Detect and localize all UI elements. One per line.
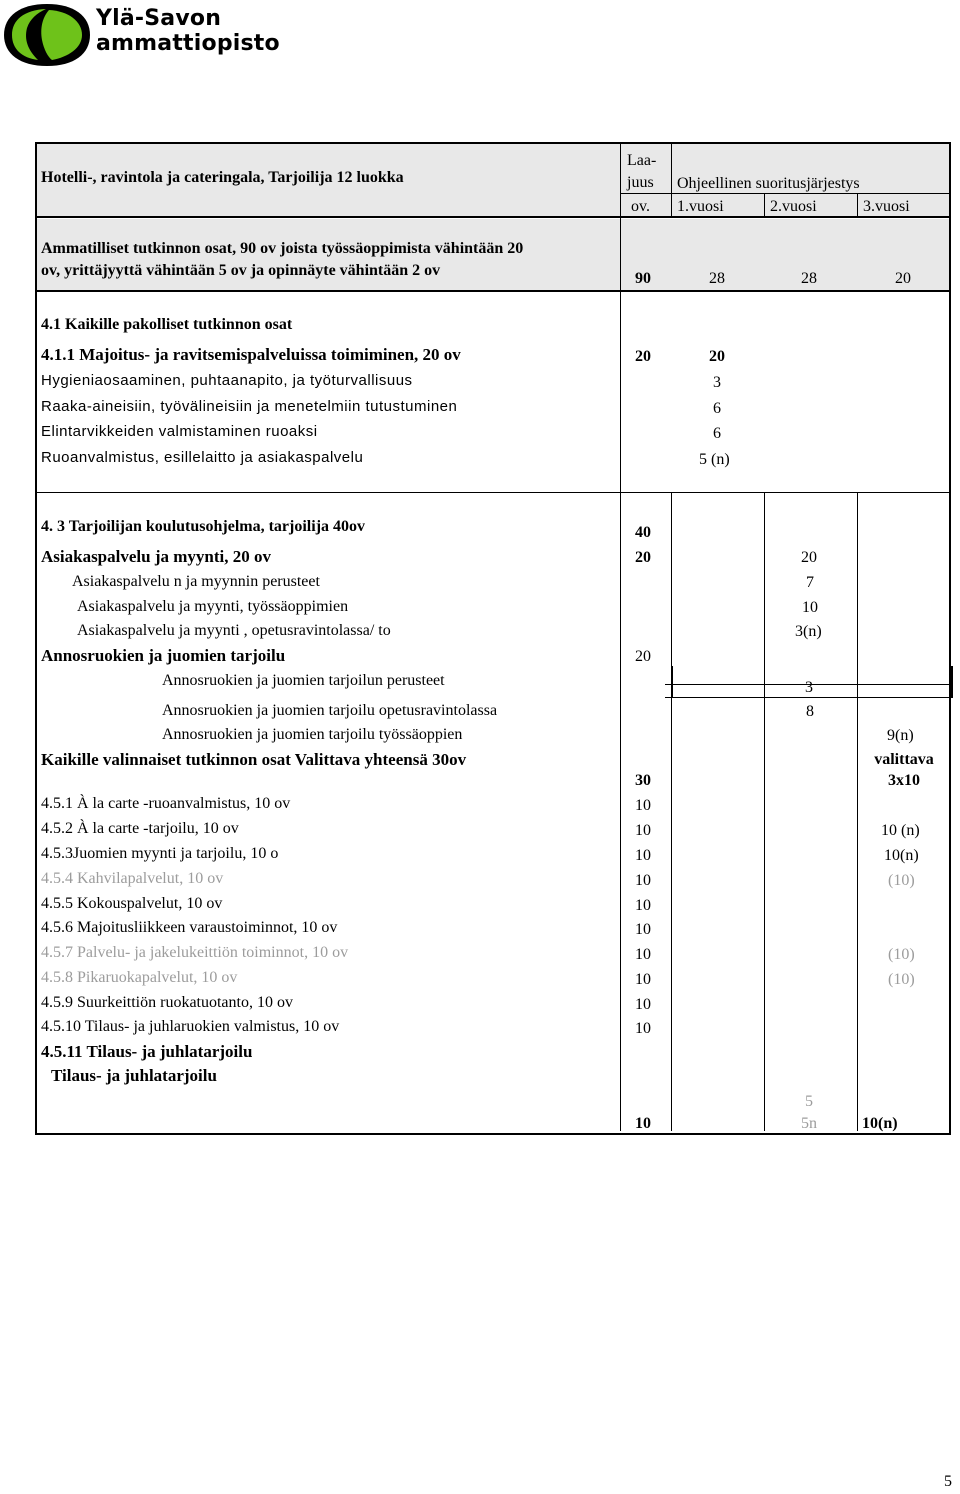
elective-label: 4.5.5 Kokouspalvelut, 10 ov — [41, 895, 223, 912]
sec411-bottom-rule — [35, 492, 951, 493]
annos-item-label: Annosruokien ja juomien tarjoilu opetusravintolassa — [162, 702, 498, 719]
elective-y3: 10(n) — [884, 847, 919, 864]
annos-ov: 20 — [635, 648, 651, 665]
elective-ov: 10 — [635, 872, 651, 889]
section1-y1: 28 — [709, 270, 725, 287]
section1-title-1: Ammatilliset tutkinnon osat, 90 ov joista työssäoppimista vähintään 20 — [41, 240, 524, 257]
elective-last-y3: 10(n) — [862, 1115, 898, 1132]
col-rule-ov — [620, 144, 621, 1131]
table-title: Hotelli-, ravintola ja cateringala, Tarjoilija 12 luokka — [41, 169, 404, 186]
col-rule-y3 — [857, 492, 858, 1131]
sec411-item-label: Elintarvikkeiden valmistaminen ruoaksi — [41, 423, 318, 440]
asiakas-item-y2: 7 — [806, 574, 814, 591]
elective-y3: (10) — [888, 971, 915, 988]
col-rule-y1-header — [671, 144, 672, 217]
sec411-item-label: Ruoanvalmistus, esillelaitto ja asiakaspalvelu — [41, 449, 364, 466]
sec411-y1: 20 — [709, 348, 725, 365]
elective-last-title-2: Tilaus- ja juhlatarjoilu — [51, 1066, 217, 1085]
annos-item-label: Annosruokien ja juomien tarjoilun perusteet — [162, 672, 445, 689]
valinnaiset-title: Kaikille valinnaiset tutkinnon osat Valittava yhteensä 30ov — [41, 750, 467, 769]
elective-ov: 10 — [635, 797, 651, 814]
sec411-ov: 20 — [635, 348, 651, 365]
asiakas-item-label: Asiakaspalvelu n ja myynnin perusteet — [72, 573, 320, 590]
ylasavon-leaf-logo-icon — [2, 2, 92, 68]
elective-ov: 10 — [635, 946, 651, 963]
sec411-item-y1: 6 — [713, 400, 721, 417]
valinnaiset-ov: 30 — [635, 772, 651, 789]
elective-ov: 10 — [635, 897, 651, 914]
valinnaiset-y3-1: valittava — [874, 751, 934, 768]
section1-title-2: ov, yrittäjyyttä vähintään 5 ov ja opinnäyte vähintään 2 ov — [41, 262, 441, 279]
elective-last-y2-2: 5n — [801, 1115, 817, 1132]
sec43-ov: 40 — [635, 524, 651, 541]
col-rule-y2-header — [764, 194, 765, 217]
asiakas-item-y2: 10 — [802, 599, 818, 616]
elective-label: 4.5.3Juomien myynti ja tarjoilu, 10 o — [41, 845, 279, 862]
elective-ov: 10 — [635, 971, 651, 988]
asiakas-y2: 20 — [801, 549, 817, 566]
annos-item-y2: 3 — [805, 679, 813, 696]
elective-ov: 10 — [635, 822, 651, 839]
elective-label: 4.5.4 Kahvilapalvelut, 10 ov — [41, 870, 224, 887]
unit-label: ov. — [631, 198, 650, 215]
col-rule-y1 — [671, 492, 672, 1131]
laajuus-label-1: Laa- — [627, 152, 657, 169]
annos-box-right — [951, 666, 953, 698]
col-rule-y2 — [764, 492, 765, 1131]
asiakas-item-label: Asiakaspalvelu ja myynti , opetusravintolassa/ to — [77, 622, 391, 639]
year1-label: 1.vuosi — [677, 198, 724, 215]
year2-label: 2.vuosi — [770, 198, 817, 215]
annos-rule-bottom — [665, 697, 949, 698]
elective-last-title-1: 4.5.11 Tilaus- ja juhlatarjoilu — [41, 1042, 253, 1061]
sec43-title: 4. 3 Tarjoilijan koulutusohjelma, tarjoilija 40ov — [41, 518, 366, 535]
order-label: Ohjeellinen suoritusjärjestys — [677, 175, 860, 192]
elective-label: 4.5.1 À la carte -ruoanvalmistus, 10 ov — [41, 795, 291, 812]
sec411-item-y1: 5 (n) — [699, 451, 730, 468]
asiakas-ov: 20 — [635, 549, 651, 566]
asiakas-item-y2: 3(n) — [795, 623, 822, 640]
elective-last-y2-1: 5 — [805, 1093, 813, 1110]
sec411-item-y1: 3 — [713, 374, 721, 391]
elective-label: 4.5.2 À la carte -tarjoilu, 10 ov — [41, 820, 239, 837]
elective-y3: 10 (n) — [881, 822, 920, 839]
elective-last-ov: 10 — [635, 1115, 651, 1132]
sec411-title: 4.1.1 Majoitus- ja ravitsemispalveluissa toimiminen, 20 ov — [41, 345, 461, 364]
asiakas-title: Asiakaspalvelu ja myynti, 20 ov — [41, 547, 271, 566]
annos-item-y2: 8 — [806, 703, 814, 720]
elective-label: 4.5.9 Suurkeittiön ruokatuotanto, 10 ov — [41, 994, 293, 1011]
elective-label: 4.5.6 Majoitusliikkeen varaustoiminnot, 10 ov — [41, 919, 338, 936]
sec41-title: 4.1 Kaikille pakolliset tutkinnon osat — [41, 316, 293, 333]
section1-y3: 20 — [895, 270, 911, 287]
annos-item-y3: 9(n) — [887, 727, 914, 744]
elective-ov: 10 — [635, 921, 651, 938]
logo-line-1: Ylä-Savon — [96, 6, 222, 31]
elective-y3: (10) — [888, 946, 915, 963]
section1-ov: 90 — [635, 270, 651, 287]
school-logo-text — [96, 6, 280, 56]
laajuus-label-2: juus — [627, 174, 654, 191]
elective-label: 4.5.7 Palvelu- ja jakelukeittiön toiminnot, 10 ov — [41, 944, 349, 961]
asiakas-item-label: Asiakaspalvelu ja myynti, työssäoppimien — [77, 598, 349, 615]
elective-ov: 10 — [635, 996, 651, 1013]
sec411-item-label: Raaka-aineisiin, työvälineisiin ja menetelmiin tutustuminen — [41, 398, 458, 415]
logo-line-2: ammattiopisto — [96, 31, 280, 56]
elective-y3: (10) — [888, 872, 915, 889]
sec411-item-y1: 6 — [713, 425, 721, 442]
elective-label: 4.5.10 Tilaus- ja juhlaruokien valmistus, 10 ov — [41, 1018, 340, 1035]
elective-label: 4.5.8 Pikaruokapalvelut, 10 ov — [41, 969, 238, 986]
annos-item-label: Annosruokien ja juomien tarjoilu työssäoppien — [162, 726, 463, 743]
elective-ov: 10 — [635, 847, 651, 864]
sec411-item-label: Hygieniaosaaminen, puhtaanapito, ja työturvallisuus — [41, 372, 413, 389]
section1-y2: 28 — [801, 270, 817, 287]
annos-title: Annosruokien ja juomien tarjoilu — [41, 646, 286, 665]
col-rule-y3-header — [857, 194, 858, 217]
year3-label: 3.vuosi — [863, 198, 910, 215]
header-bottom-rule — [35, 216, 951, 218]
section1-bottom-rule — [35, 290, 951, 292]
elective-ov: 10 — [635, 1020, 651, 1037]
valinnaiset-y3-2: 3x10 — [888, 772, 920, 789]
study-plan-table — [35, 142, 951, 1135]
page-number: 5 — [944, 1473, 952, 1490]
annos-box-left — [671, 666, 673, 698]
